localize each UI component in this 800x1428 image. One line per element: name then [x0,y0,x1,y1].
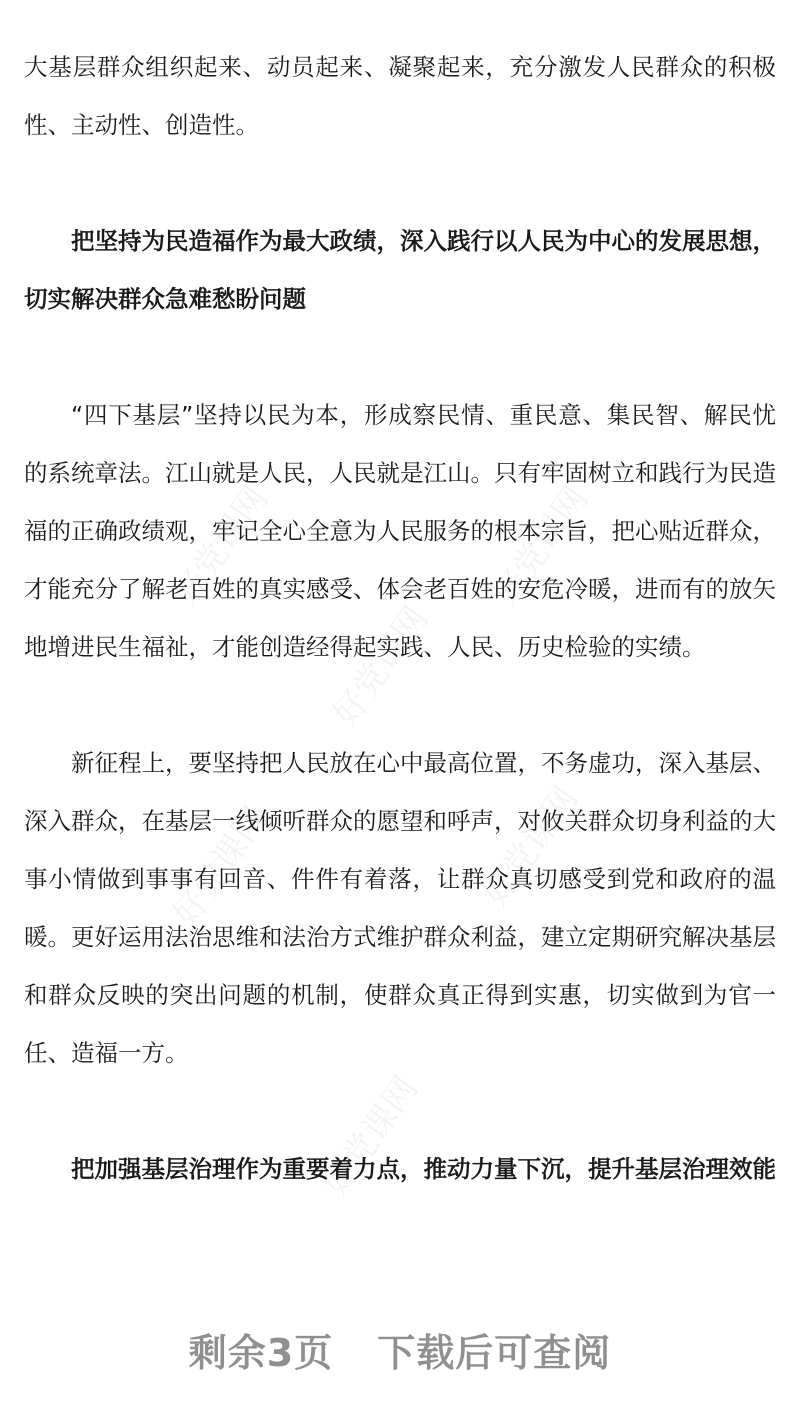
watermark: 好党课网 [165,479,277,614]
paragraph-continuation: 大基层群众组织起来、动员起来、凝聚起来，充分激发人民群众的积极性、主动性、创造性。 [24,53,776,139]
document-body [24,38,776,1198]
watermark: 好党课网 [325,599,437,734]
watermark: 好党课网 [485,479,597,614]
watermark: 好党课网 [475,779,587,914]
remaining-pages-text: 剩余3页 [188,1331,334,1375]
paragraph: “四下基层”坚持以民为本，形成察民情、重民意、集民智、解民忧的系统章法。江山就是人民，人民就是江山。只有牢固树立和践行为民造福的正确政绩观，牢记全心全意为人民服务的根本宗旨，把心贴近群众，才能充分了解老百姓的真实感受、体会老百姓的安危冷暖，进而有的放矢地增进民生福祉，才能创造经得起实践、人民、历史检验的实绩。 [24,401,776,661]
watermark: 好党课网 [315,1069,427,1204]
section-heading: 把坚持为民造福作为最大政绩，深入践行以人民为中心的发展思想，切实解决群众急难愁盼问题 [24,227,776,313]
download-hint-text: 下载后可查阅 [377,1331,612,1375]
watermark: 好党课网 [165,799,277,934]
section-heading: 把加强基层治理作为重要着力点，推动力量下沉，提升基层治理效能 [71,1155,776,1183]
paragraph: 新征程上，要坚持把人民放在心中最高位置，不务虚功，深入基层、深入群众，在基层一线倾听群众的愿望和呼声，对攸关群众切身利益的大事小情做到事事有回音、件件有着落，让群众真切感受到党和政府的温暖。更好运用法治思维和法治方式维护群众利益，建立定期研究解决基层和群众反映的突出问题的机制，使群众真正得到实惠，切实做到为官一任、造福一方。 [24,749,776,1067]
download-banner[interactable] [0,1322,800,1377]
